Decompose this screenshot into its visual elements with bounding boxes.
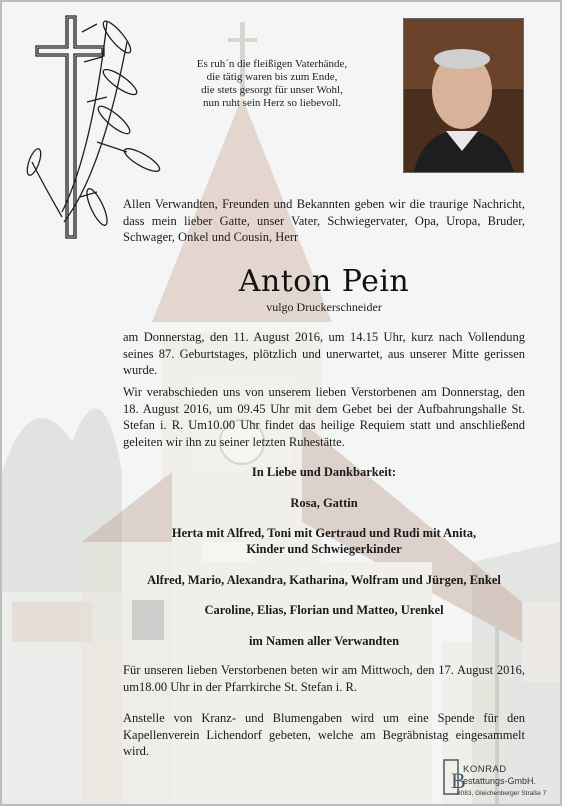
company-address: 8083, Gleichenberger Straße 7 (457, 790, 547, 797)
mourner-children-line1: Herta mit Alfred, Toni mit Gertraud und Rudi mit Anita, (171, 526, 477, 540)
death-notice-paragraph: am Donnerstag, den 11. August 2016, um 14.15 Uhr, kurz nach Vollendung seines 87. Geburtstages, plötzlich und unerwartet, aus unserer Mitte gerissen wurde. (123, 330, 525, 377)
funeral-company-logo (443, 754, 561, 802)
donation-paragraph: Anstelle von Kranz- und Blumengaben wird um eine Spende für den Kapellenverein Lichendorf gebeten, welche am Begräbnistag eingesammelt wird. (123, 711, 525, 758)
portrait-illustration (404, 19, 523, 172)
deceased-name: Anton Pein (238, 264, 410, 299)
mourner-relatives: im Namen aller Verwandten (248, 634, 400, 648)
mourner-great-grandchildren: Caroline, Elias, Florian und Matteo, Urenkel (204, 603, 444, 617)
company-name-line1: KONRAD (463, 764, 507, 775)
verse-line: die stets gesorgt für unser Wohl, (201, 84, 343, 96)
deceased-nickname: vulgo Druckerschneider (266, 300, 382, 314)
intro-paragraph: Allen Verwandten, Freunden und Bekannten geben wir die traurige Nachricht, dass mein lieber Gatte, unser Vater, Schwiegervater, Opa, Uropa, Bruder, Schwager, Onkel und Cousin, Herr (123, 197, 525, 244)
portrait-photo (403, 18, 524, 173)
verse-line: die tätig waren bis zum Ende, (206, 71, 338, 83)
mourners-heading: In Liebe und Dankbarkeit: (251, 465, 397, 479)
verse-line: nun ruht sein Herz so liebevoll. (202, 97, 342, 109)
prayer-paragraph: Für unseren lieben Verstorbenen beten wir am Mittwoch, den 17. August 2016, um18.00 Uhr in der Pfarrkirche St. Stefan i. R. (123, 663, 525, 694)
mourner-children-line2: Kinder und Schwiegerkinder (246, 542, 402, 556)
company-name-line2: estattungs-GmbH. (463, 776, 537, 786)
mourner-grandchildren: Alfred, Mario, Alexandra, Katharina, Wolfram und Jürgen, Enkel (147, 573, 501, 587)
memorial-verse (172, 58, 372, 110)
company-logo-letter: B (451, 768, 466, 793)
mourner-spouse: Rosa, Gattin (290, 496, 358, 510)
farewell-paragraph: Wir verabschieden uns von unserem lieben Verstorbenen am Donnerstag, den 18. August 2016, um 09.45 Uhr mit dem Gebet bei der Aufbahrungshalle St. Stefan i. R. Um10.00 Uhr findet das heilige Requiem statt und anschließend geleiten wir ihn zu seiner letzten Ruhestätte. (123, 385, 525, 449)
verse-line: Es ruh´n die fleißigen Vaterhände, (196, 58, 348, 70)
